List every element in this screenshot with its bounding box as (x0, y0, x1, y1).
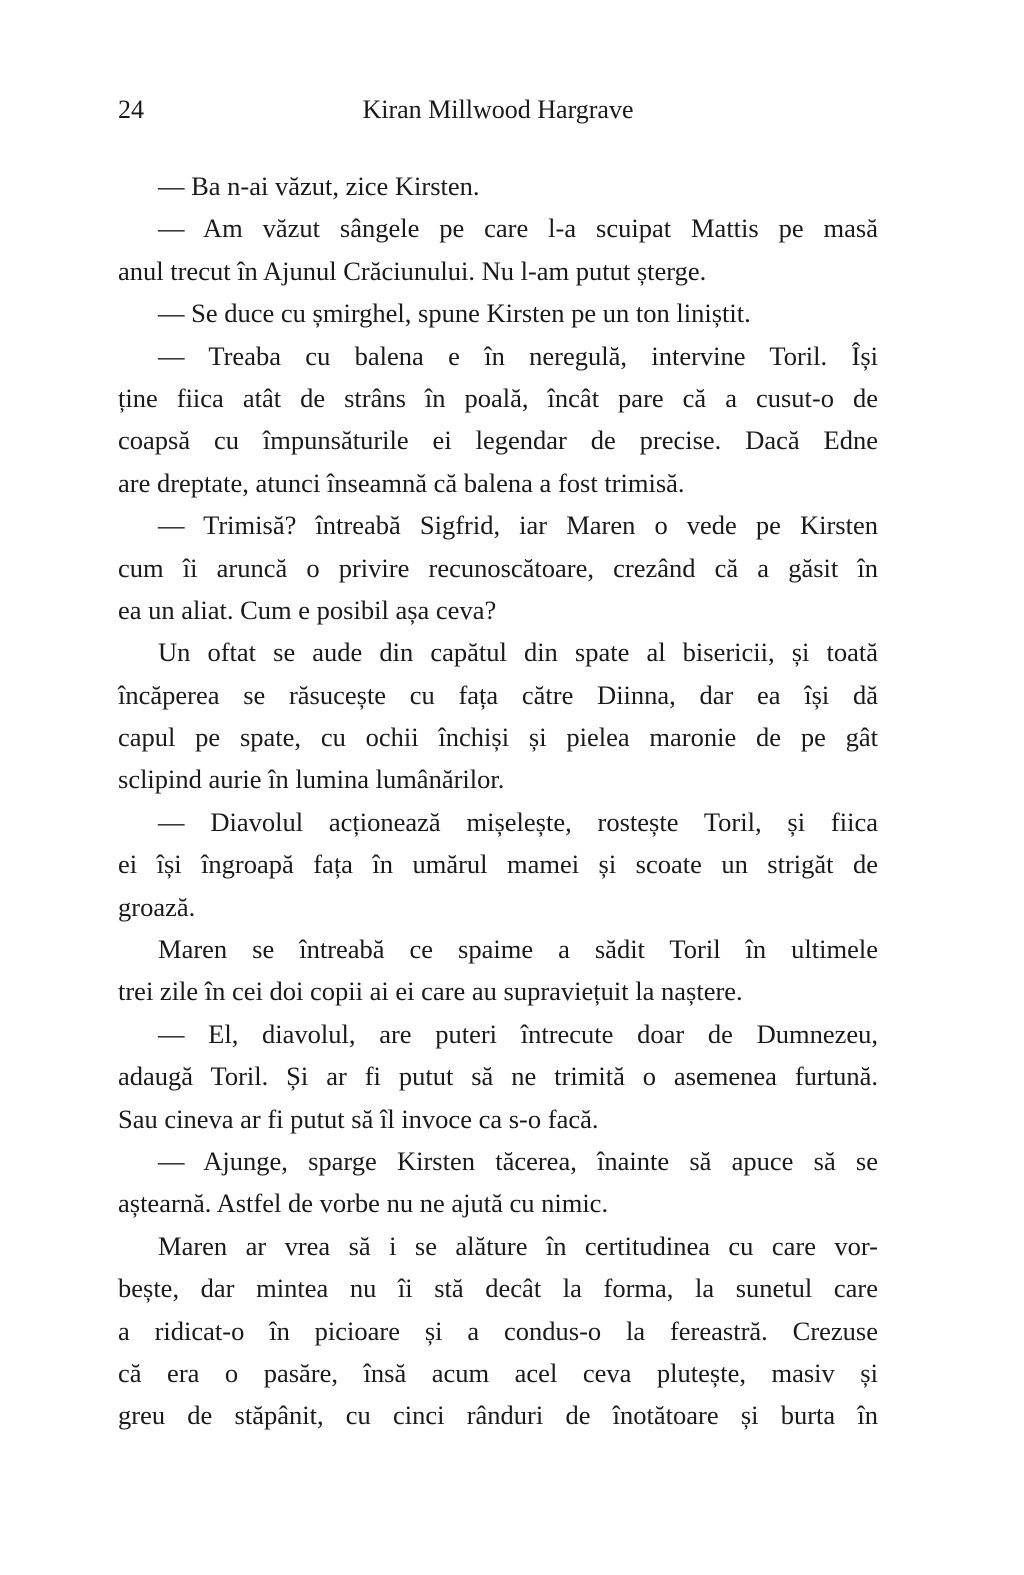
text-line: — Trimisă? întreabă Sigfrid, iar Maren o vede pe Kirsten (158, 510, 878, 541)
text-line: are dreptate, atunci înseamnă că balena a fost trimisă. (118, 467, 685, 498)
text-line: Sau cineva ar fi putut să îl invoce ca s-o facă. (118, 1103, 599, 1134)
text-line: — El, diavolul, are puteri întrecute doar de Dumnezeu, (158, 1018, 878, 1049)
text-line: ea un aliat. Cum e posibil așa ceva? (118, 594, 497, 625)
text-line: adaugă Toril. Și ar fi putut să ne trimită o asemenea furtună. (118, 1061, 878, 1092)
text-line: — Ba n-ai văzut, zice Kirsten. (158, 171, 480, 201)
text-line: încăperea se răsucește cu fața către Diinna, dar ea își dă (118, 679, 878, 710)
text-line: — Am văzut sângele pe care l-a scuipat Mattis pe masă (158, 213, 878, 244)
text-line: — Se duce cu șmirghel, spune Kirsten pe un ton liniștit. (158, 298, 751, 329)
text-line: bește, dar mintea nu îi stă decât la forma, la sunetul care (118, 1273, 878, 1304)
text-line: — Treaba cu balena e în neregulă, intervine Toril. Își (158, 340, 878, 371)
text-line: sclipind aurie în lumina lumânărilor. (118, 764, 505, 795)
text-line: a ridicat-o în picioare și a condus-o la fereastră. Crezuse (118, 1315, 878, 1346)
text-line: aștearnă. Astfel de vorbe nu ne ajută cu nimic. (118, 1188, 609, 1219)
text-line: coapsă cu împunsăturile ei legendar de precise. Dacă Edne (118, 425, 878, 456)
text-line: ei își îngroapă fața în umărul mamei și scoate un strigăt de (118, 849, 878, 880)
text-line: — Diavolul acționează mișelește, rostește Toril, și fiica (158, 806, 878, 837)
text-line: groază. (118, 891, 196, 922)
text-line: capul pe spate, cu ochii închiși și pielea maronie de pe gât (118, 722, 878, 753)
text-line: trei zile în cei doi copii ai ei care au supraviețuit la naștere. (118, 976, 743, 1007)
text-line: că era o pasăre, însă acum acel ceva plutește, masiv și (118, 1357, 878, 1388)
text-line: — Ajunge, sparge Kirsten tăcerea, înainte să apuce să se (158, 1145, 878, 1176)
text-line: cum îi aruncă o privire recunoscătoare, crezând că a găsit în (118, 552, 878, 583)
text-line: anul trecut în Ajunul Crăciunului. Nu l-am putut șterge. (118, 255, 707, 286)
body-text (118, 165, 878, 1437)
text-line: Un oftat se aude din capătul din spate al bisericii, și toată (158, 637, 878, 668)
text-line: Maren se întreabă ce spaime a sădit Toril în ultimele (158, 934, 878, 965)
running-head: Kiran Millwood Hargrave (362, 95, 634, 124)
text-line: ține fiica atât de strâns în poală, încât pare că a cusut-o de (118, 382, 878, 413)
page-number: 24 (118, 95, 144, 124)
text-line: greu de stăpânit, cu cinci rânduri de înotătoare și burta în (118, 1400, 878, 1431)
text-line: Maren ar vrea să i se alăture în certitudinea cu care vor- (158, 1230, 878, 1261)
